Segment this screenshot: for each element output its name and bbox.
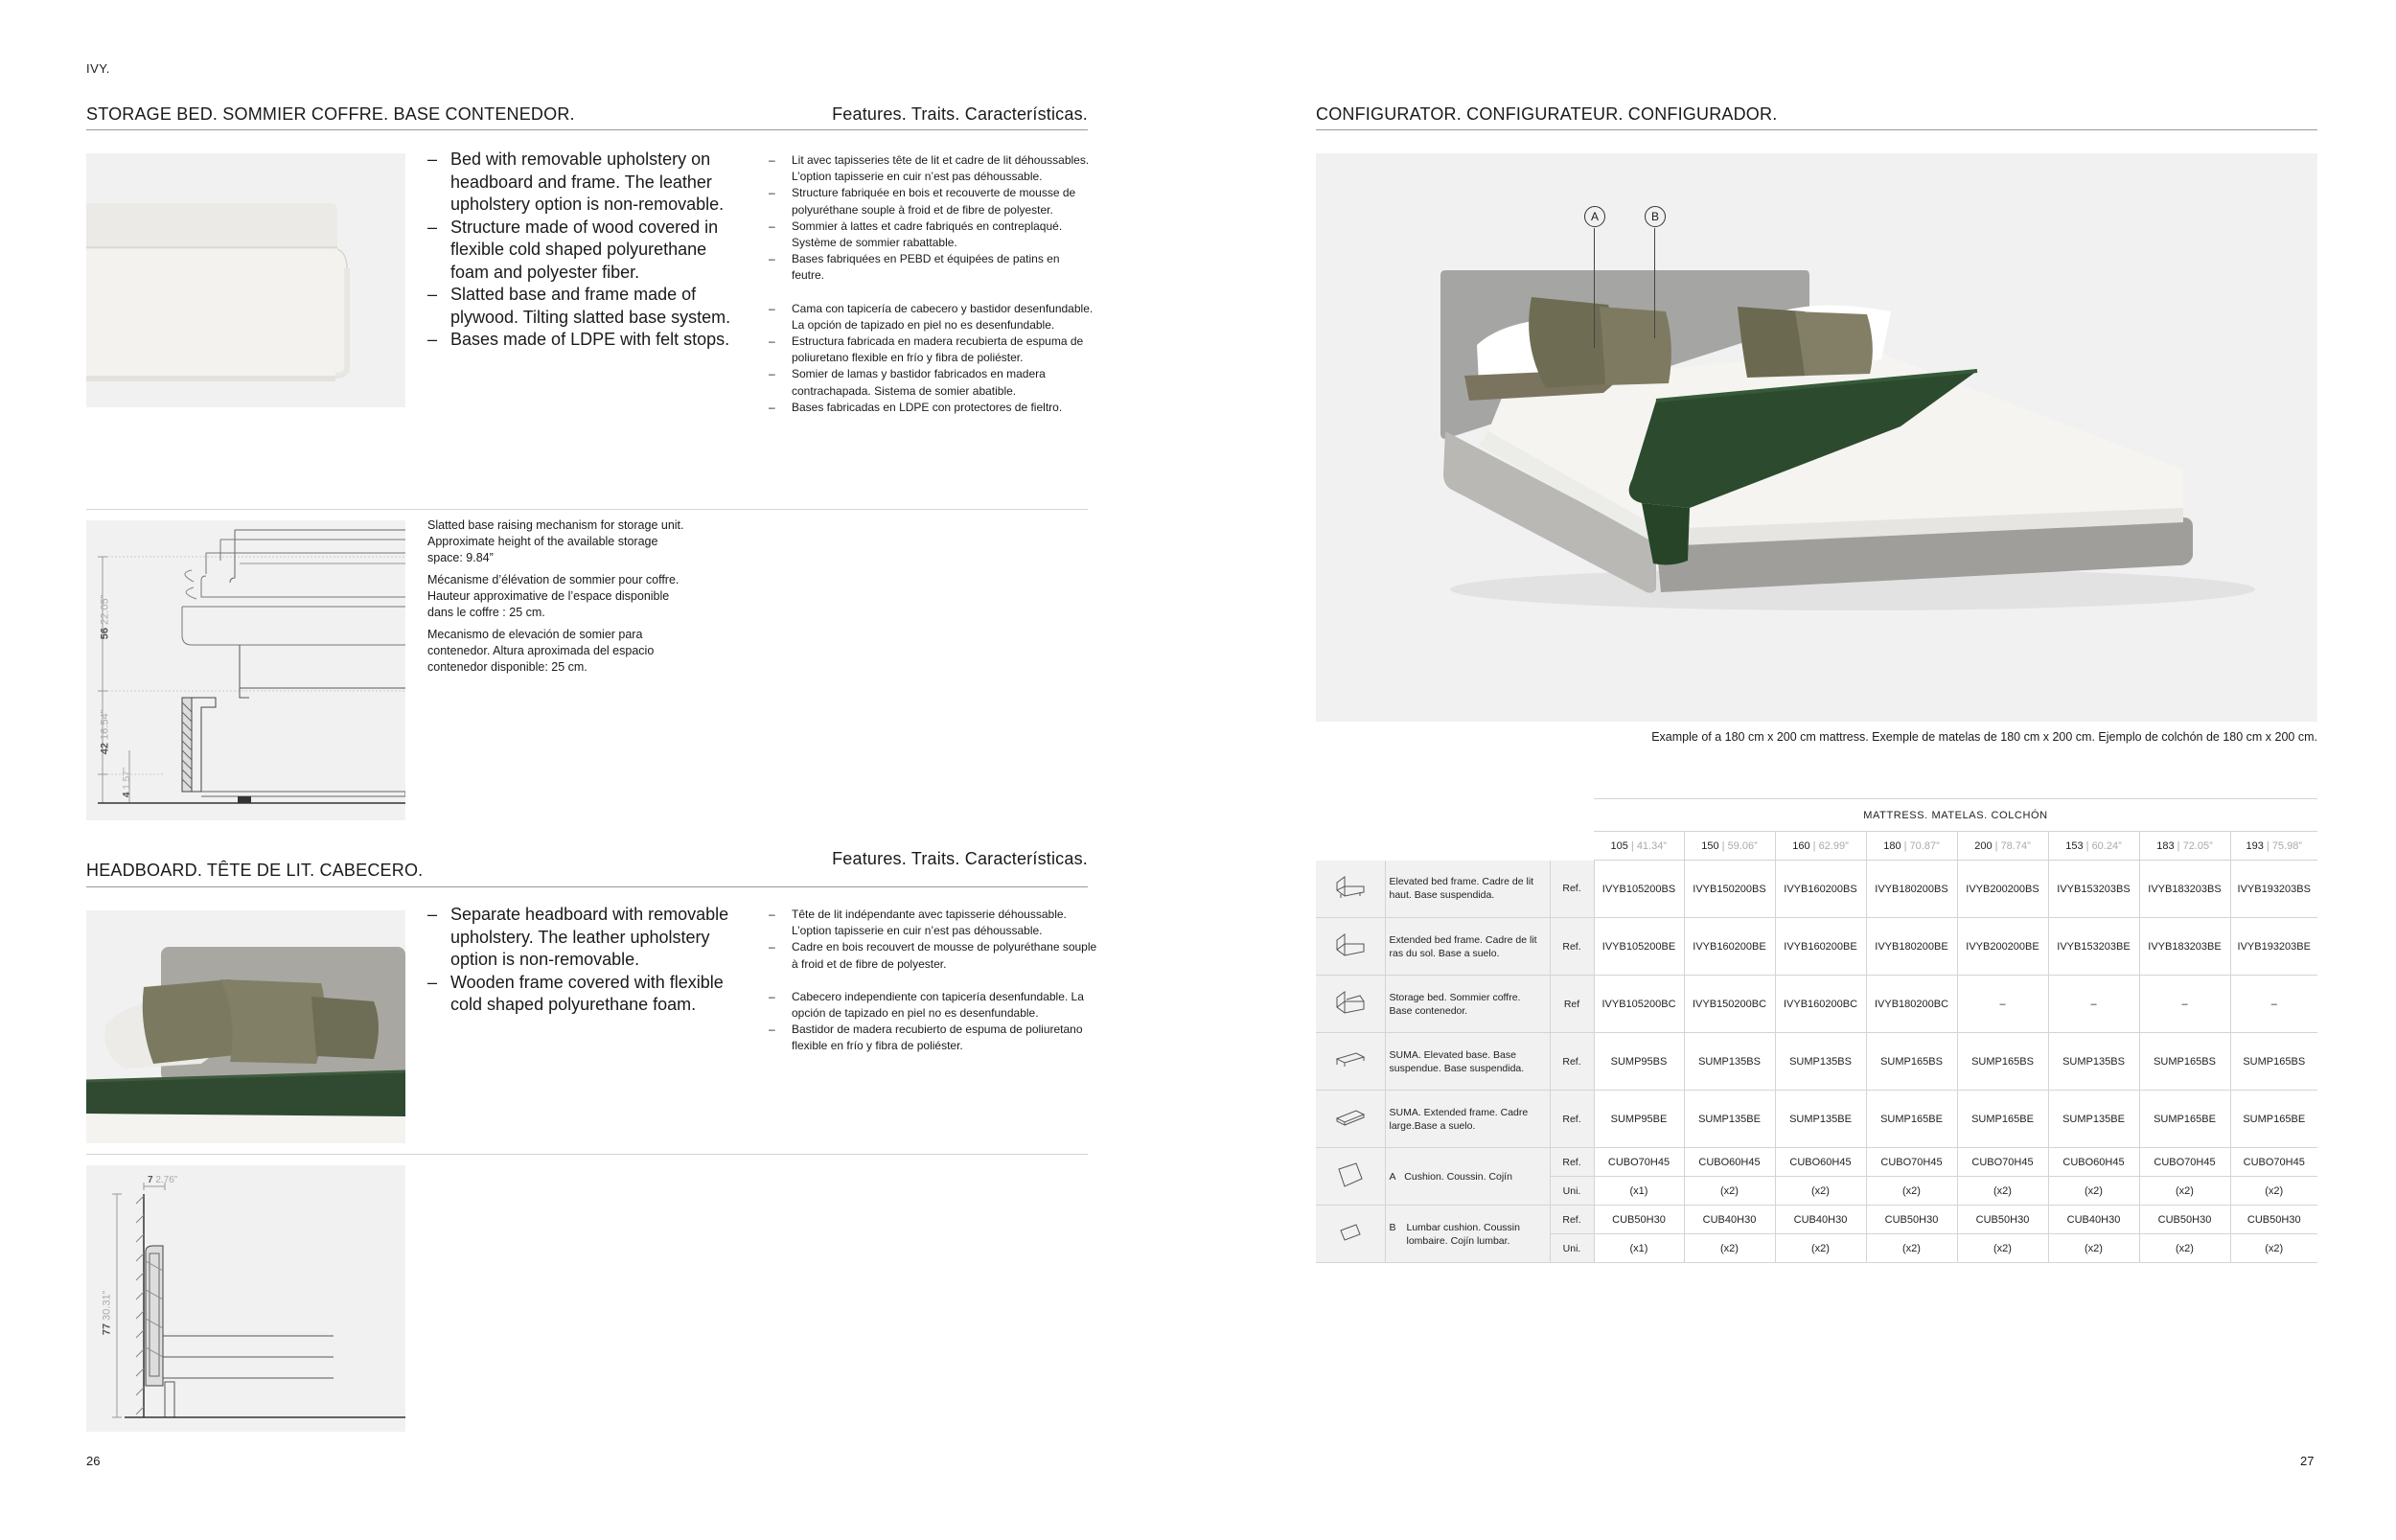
headboard-es-list: [769, 989, 1099, 1055]
table-cell: (x2): [1866, 1234, 1957, 1263]
size-col-3: 160 | 62.99”: [1775, 832, 1866, 861]
table-cell: IVYB105200BE: [1594, 918, 1684, 976]
size-col-1: 105 | 41.34”: [1594, 832, 1684, 861]
headboard-technical-drawing: [86, 1165, 405, 1432]
table-cell: IVYB183203BS: [2139, 861, 2230, 918]
size-col-8: 193 | 75.98”: [2230, 832, 2317, 861]
table-cell: (x2): [1684, 1234, 1775, 1263]
dim-7: 7 2.76”: [148, 1175, 178, 1185]
row-desc: Extended bed frame. Cadre de lit ras du sol. Base a suelo.: [1385, 918, 1550, 976]
row-desc: B Lumbar cushion. Coussin lombaire. Cojín lumbar.: [1385, 1206, 1550, 1263]
configurator-header-rule: [1316, 129, 2317, 130]
table-cell: (x2): [1957, 1177, 2048, 1206]
dim-77: 77 30.31”: [101, 1290, 113, 1336]
configurator-title: CONFIGURATOR. CONFIGURATEUR. CONFIGURADOR.: [1316, 104, 1778, 124]
headboard-divider: [86, 1154, 1088, 1155]
headboard-features-label: Features. Traits. Características.: [832, 849, 1088, 868]
table-cell: IVYB160200BE: [1775, 918, 1866, 976]
storage-technical-drawing: [86, 520, 405, 820]
storage-fr-item: – Lit avec tapisseries tête de lit et cadre de lit déhoussables. L’option tapisserie en cuir n’est pas déhoussable.: [769, 152, 1094, 185]
row-ref-label: Ref.: [1550, 1206, 1594, 1234]
mechanism-fr: Mécanisme d’élévation de sommier pour coffre. Hauteur approximative de l’espace disponible dans le coffre : 25 cm.: [427, 573, 680, 619]
storage-es-item: – Somier de lamas y bastidor fabricados en madera contrachapada. Sistema de somier abatible.: [769, 366, 1094, 399]
hero-caption: Example of a 180 cm x 200 cm mattress. Exemple de matelas de 180 cm x 200 cm. Ejemplo de colchón de 180 cm x 200 cm.: [1651, 730, 2317, 744]
table-cell: IVYB153203BE: [2048, 918, 2139, 976]
table-cell: (x2): [2139, 1234, 2230, 1263]
table-cell: SUMP165BS: [2139, 1033, 2230, 1091]
table-cell: IVYB183203BE: [2139, 918, 2230, 976]
table-cell: (x2): [2048, 1234, 2139, 1263]
storage-bed-icon: [1316, 976, 1385, 1033]
table-cell: IVYB105200BC: [1594, 976, 1684, 1033]
table-cell: SUMP165BE: [2230, 1091, 2317, 1148]
table-cell: (x1): [1594, 1177, 1684, 1206]
dim-42: 42 16.54”: [99, 709, 111, 755]
mechanism-es: Mecanismo de elevación de somier para contenedor. Altura aproximada del espacio contenedor disponible: 25 cm.: [427, 628, 655, 674]
storage-en-item: – Slatted base and frame made of plywood. Tilting slatted base system.: [427, 284, 734, 329]
table-cell: CUB50H30: [1957, 1206, 2048, 1234]
row-ref-label: Ref.: [1550, 1091, 1594, 1148]
size-col-4: 180 | 70.87”: [1866, 832, 1957, 861]
row-ref-label: Ref.: [1550, 1148, 1594, 1177]
storage-fr-item: – Structure fabriquée en bois et recouverte de mousse de polyuréthane souple à froid et de fibre de polyester.: [769, 185, 1094, 218]
table-cell: IVYB200200BS: [1957, 861, 2048, 918]
table-cell: CUB50H30: [2230, 1206, 2317, 1234]
table-cell: IVYB160200BE: [1684, 918, 1775, 976]
dim-4: 4 1.57”: [122, 767, 133, 798]
storage-fr-item: – Sommier à lattes et cadre fabriqués en contreplaqué. Système de sommier rabattable.: [769, 218, 1094, 251]
storage-divider: [86, 509, 1088, 510]
row-desc: Elevated bed frame. Cadre de lit haut. Base suspendida.: [1385, 861, 1550, 918]
table-cell: IVYB193203BE: [2230, 918, 2317, 976]
table-cell: CUB50H30: [2139, 1206, 2230, 1234]
table-cell: CUBO60H45: [2048, 1148, 2139, 1177]
table-cell: –: [2139, 976, 2230, 1033]
storage-es-list: [769, 301, 1094, 416]
row-uni-label: Uni.: [1550, 1177, 1594, 1206]
callout-b: B: [1645, 206, 1666, 227]
storage-mechanism-text: [427, 517, 686, 681]
table-cell: (x2): [1775, 1177, 1866, 1206]
table-cell: CUB40H30: [2048, 1206, 2139, 1234]
extended-frame-icon: [1316, 1091, 1385, 1148]
table-row: [1316, 1033, 2317, 1091]
table-cell: (x2): [1775, 1234, 1866, 1263]
storage-header-rule: [86, 129, 1088, 130]
storage-es-item: – Cama con tapicería de cabecero y bastidor desenfundable. La opción de tapizado en piel no es desenfundable.: [769, 301, 1094, 333]
table-cell: SUMP165BE: [1866, 1091, 1957, 1148]
table-cell: (x2): [1684, 1177, 1775, 1206]
table-cell: (x2): [2230, 1177, 2317, 1206]
table-cell: IVYB180200BC: [1866, 976, 1957, 1033]
mechanism-en: Slatted base raising mechanism for storage unit. Approximate height of the available storage space: 9.84”: [427, 518, 684, 564]
table-cell: IVYB160200BC: [1775, 976, 1866, 1033]
table-cell: –: [1957, 976, 2048, 1033]
headboard-photo: [86, 910, 405, 1143]
table-row: [1316, 1148, 2317, 1177]
storage-fr-list: [769, 152, 1094, 285]
row-ref-label: Ref.: [1550, 1033, 1594, 1091]
headboard-en-item: – Separate headboard with removable upholstery. The leather upholstery option is non-removable.: [427, 904, 744, 972]
table-cell: CUB50H30: [1594, 1206, 1684, 1234]
table-cell: CUBO70H45: [2139, 1148, 2230, 1177]
table-cell: SUMP165BS: [1957, 1033, 2048, 1091]
size-col-5: 200 | 78.74”: [1957, 832, 2048, 861]
table-cell: SUMP135BE: [1684, 1091, 1775, 1148]
hero-bed-photo: [1316, 153, 2317, 722]
table-cell: SUMP135BS: [2048, 1033, 2139, 1091]
table-cell: SUMP165BE: [2139, 1091, 2230, 1148]
mattress-header: MATTRESS. MATELAS. COLCHÓN: [1594, 799, 2317, 832]
row-desc: SUMA. Elevated base. Base suspendue. Base suspendida.: [1385, 1033, 1550, 1091]
table-cell: CUBO60H45: [1684, 1148, 1775, 1177]
table-cell: IVYB150200BS: [1684, 861, 1775, 918]
table-row: [1316, 1091, 2317, 1148]
row-ref-label: Ref: [1550, 976, 1594, 1033]
table-cell: CUBO70H45: [2230, 1148, 2317, 1177]
table-cell: (x2): [1957, 1234, 2048, 1263]
table-cell: CUBO60H45: [1775, 1148, 1866, 1177]
table-cell: CUB50H30: [1866, 1206, 1957, 1234]
row-ref-label: Ref.: [1550, 861, 1594, 918]
configurator-table: [1316, 798, 2317, 1263]
storage-fr-item: – Bases fabriquées en PEBD et équipées de patins en feutre.: [769, 251, 1094, 284]
row-uni-label: Uni.: [1550, 1234, 1594, 1263]
extended-bed-icon: [1316, 918, 1385, 976]
headboard-section-title: HEADBOARD. TÊTE DE LIT. CABECERO.: [86, 861, 424, 880]
table-cell: (x2): [2230, 1234, 2317, 1263]
cushion-icon: [1316, 1148, 1385, 1206]
size-col-2: 150 | 59.06”: [1684, 832, 1775, 861]
headboard-es-item: – Bastidor de madera recubierto de espuma de poliuretano flexible en frío y fibra de poliéster.: [769, 1022, 1099, 1054]
elevated-base-icon: [1316, 1033, 1385, 1091]
dim-56: 56 22.05”: [99, 594, 111, 640]
table-cell: CUB40H30: [1684, 1206, 1775, 1234]
table-cell: IVYB180200BS: [1866, 861, 1957, 918]
size-col-6: 153 | 60.24”: [2048, 832, 2139, 861]
table-cell: IVYB193203BS: [2230, 861, 2317, 918]
callout-b-line: [1654, 228, 1655, 338]
table-cell: SUMP165BE: [1957, 1091, 2048, 1148]
table-cell: SUMP135BE: [1775, 1091, 1866, 1148]
table-cell: CUBO70H45: [1594, 1148, 1684, 1177]
table-cell: IVYB150200BC: [1684, 976, 1775, 1033]
headboard-fr-es-features: [769, 907, 1099, 1055]
storage-features-label: Features. Traits. Características.: [832, 104, 1088, 124]
table-cell: SUMP165BS: [1866, 1033, 1957, 1091]
table-cell: IVYB105200BS: [1594, 861, 1684, 918]
storage-en-item: – Bed with removable upholstery on headboard and frame. The leather upholstery option is non-removable.: [427, 149, 734, 217]
headboard-fr-item: – Cadre en bois recouvert de mousse de polyuréthane souple à froid et de fibre de polyester.: [769, 939, 1099, 972]
table-cell: SUMP135BS: [1684, 1033, 1775, 1091]
elevated-bed-icon: [1316, 861, 1385, 918]
table-cell: IVYB160200BS: [1775, 861, 1866, 918]
table-cell: SUMP165BS: [2230, 1033, 2317, 1091]
row-ref-label: Ref.: [1550, 918, 1594, 976]
size-col-7: 183 | 72.05”: [2139, 832, 2230, 861]
table-row: [1316, 918, 2317, 976]
table-cell: –: [2230, 976, 2317, 1033]
headboard-en-item: – Wooden frame covered with flexible cold shaped polyurethane foam.: [427, 972, 744, 1017]
page-number-right: 27: [2300, 1454, 2315, 1468]
table-cell: IVYB180200BE: [1866, 918, 1957, 976]
table-cell: SUMP135BS: [1775, 1033, 1866, 1091]
table-cell: –: [2048, 976, 2139, 1033]
callout-a-line: [1594, 228, 1595, 348]
storage-en-features: [427, 149, 734, 352]
row-desc: A Cushion. Coussin. Cojín: [1385, 1148, 1550, 1206]
table-cell: (x2): [1866, 1177, 1957, 1206]
page-number-left: 26: [86, 1454, 101, 1468]
storage-bed-photo: [86, 153, 405, 407]
table-cell: SUMP95BS: [1594, 1033, 1684, 1091]
row-desc: SUMA. Extended frame. Cadre large.Base a suelo.: [1385, 1091, 1550, 1148]
storage-section-title: STORAGE BED. SOMMIER COFFRE. BASE CONTENEDOR.: [86, 104, 575, 124]
table-cell: CUBO70H45: [1866, 1148, 1957, 1177]
lumbar-cushion-icon: [1316, 1206, 1385, 1263]
table-cell: CUBO70H45: [1957, 1148, 2048, 1177]
row-desc: Storage bed. Sommier coffre. Base contenedor.: [1385, 976, 1550, 1033]
table-row: [1316, 976, 2317, 1033]
storage-en-item: – Structure made of wood covered in flexible cold shaped polyurethane foam and polyester fiber.: [427, 217, 734, 285]
headboard-fr-list: [769, 907, 1099, 973]
headboard-fr-item: – Tête de lit indépendante avec tapisserie déhoussable. L’option tapisserie en cuir n’est pas déhoussable.: [769, 907, 1099, 939]
table-cell: (x2): [2139, 1177, 2230, 1206]
storage-en-item: – Bases made of LDPE with felt stops.: [427, 329, 734, 352]
table-row: [1316, 861, 2317, 918]
storage-fr-es-features: [769, 152, 1094, 416]
callout-a: A: [1584, 206, 1605, 227]
table-row: [1316, 1206, 2317, 1234]
table-cell: SUMP95BE: [1594, 1091, 1684, 1148]
table-cell: (x2): [2048, 1177, 2139, 1206]
table-cell: (x1): [1594, 1234, 1684, 1263]
brand-label: IVY.: [86, 61, 110, 76]
table-cell: SUMP135BE: [2048, 1091, 2139, 1148]
headboard-header-rule: [86, 886, 1088, 887]
table-cell: IVYB200200BE: [1957, 918, 2048, 976]
headboard-es-item: – Cabecero independiente con tapicería desenfundable. La opción de tapizado en piel no es desenfundable.: [769, 989, 1099, 1022]
storage-es-item: – Bases fabricadas en LDPE con protectores de fieltro.: [769, 400, 1094, 416]
table-cell: CUB40H30: [1775, 1206, 1866, 1234]
table-cell: IVYB153203BS: [2048, 861, 2139, 918]
headboard-en-features: [427, 904, 744, 1017]
storage-es-item: – Estructura fabricada en madera recubierta de espuma de poliuretano flexible en frío y fibra de poliéster.: [769, 333, 1094, 366]
